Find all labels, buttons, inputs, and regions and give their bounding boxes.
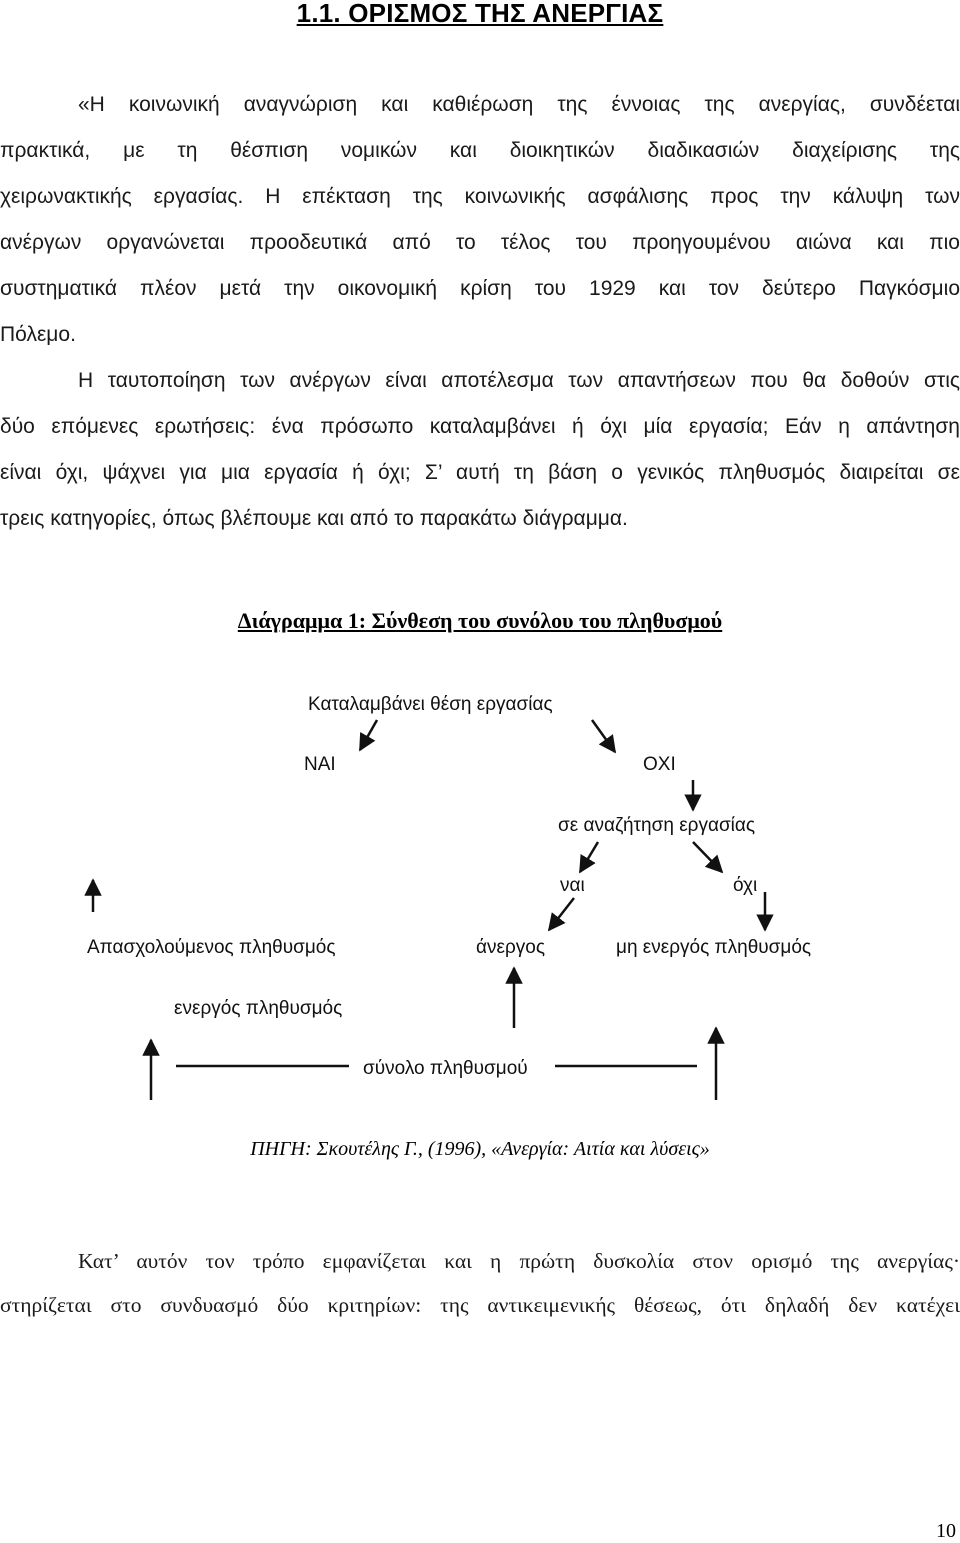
arrow-yes-to-unemployed xyxy=(549,898,574,930)
paragraph-1-line-1: «Η κοινωνική αναγνώριση και καθιέρωση της έννοιας της ανεργίας, συνδέεται xyxy=(78,93,960,116)
arrow-to-yes-upper xyxy=(360,720,377,750)
paragraph-1-line-4: ανέργων οργανώνεται προοδευτικά από το τέλος του προηγουμένου αιώνα και πιο xyxy=(0,231,960,254)
paragraph-1-line-2: πρακτικά, με τη θέσπιση νομικών και διοικητικών διαδικασιών διαχείρισης της xyxy=(0,139,960,162)
diagram-source: ΠΗΓΗ: Σκουτέλης Γ., (1996), «Ανεργία: Αιτία και λύσεις» xyxy=(250,1138,710,1160)
label-total-population: σύνολο πληθυσμού xyxy=(363,1058,528,1079)
label-no-upper: ΟΧΙ xyxy=(643,754,676,775)
label-yes-upper: ΝΑΙ xyxy=(304,754,336,775)
diagram-caption: Διάγραμμα 1: Σύνθεση του συνόλου του πληθυσμού xyxy=(237,608,723,633)
label-no-lower: όχι xyxy=(733,875,758,896)
paragraph-1-line-6: Πόλεμο. xyxy=(0,323,76,346)
paragraph-2-line-3: είναι όχι, ψάχνει για μια εργασία ή όχι; Σ’ αυτή τη βάση ο γενικός πληθυσμός διαιρείται σε xyxy=(0,461,960,484)
page-number: 10 xyxy=(936,1520,956,1542)
paragraph-2-line-1: Η ταυτοποίηση των ανέργων είναι αποτέλεσμα των απαντήσεων που θα δοθούν στις xyxy=(78,369,960,392)
paragraph-3-line-1: Κατ’ αυτόν τον τρόπο εμφανίζεται και η πρώτη δυσκολία στον ορισμό της ανεργίας· xyxy=(78,1249,960,1273)
paragraph-2-line-4: τρεις κατηγορίες, όπως βλέπουμε και από το παρακάτω διάγραμμα. xyxy=(0,507,628,530)
arrow-to-yes-lower xyxy=(580,842,598,872)
label-inactive-population: μη ενεργός πληθυσμός xyxy=(616,937,812,958)
arrow-to-no-upper xyxy=(592,720,615,752)
label-employed-population: Απασχολούμενος πληθυσμός xyxy=(87,937,336,958)
label-yes-lower: ναι xyxy=(560,875,585,896)
paragraph-1-line-5: συστηματικά πλέον μετά την οικονομική κρίση του 1929 και τον δεύτερο Παγκόσμιο xyxy=(0,277,960,300)
paragraph-3-line-2: στηρίζεται στο συνδυασμό δύο κριτηρίων: της αντικειμενικής θέσεως, ότι δηλαδή δεν κατέχει xyxy=(0,1293,960,1317)
arrow-to-no-lower xyxy=(693,842,722,872)
label-unemployed: άνεργος xyxy=(476,937,545,958)
label-active-population: ενεργός πληθυσμός xyxy=(174,998,343,1019)
label-seeking-work: σε αναζήτηση εργασίας xyxy=(558,815,756,836)
paragraph-1-line-3: χειρωνακτικής εργασίας. Η επέκταση της κοινωνικής ασφάλισης προς την κάλυψη των xyxy=(0,185,960,208)
section-heading: 1.1. ΟΡΙΣΜΟΣ ΤΗΣ ΑΝΕΡΓΙΑΣ xyxy=(296,0,664,28)
label-occupies-job: Καταλαμβάνει θέση εργασίας xyxy=(308,694,553,715)
paragraph-2-line-2: δύο επόμενες ερωτήσεις: ένα πρόσωπο καταλαμβάνει ή όχι μία εργασία; Εάν η απάντηση xyxy=(0,415,960,438)
